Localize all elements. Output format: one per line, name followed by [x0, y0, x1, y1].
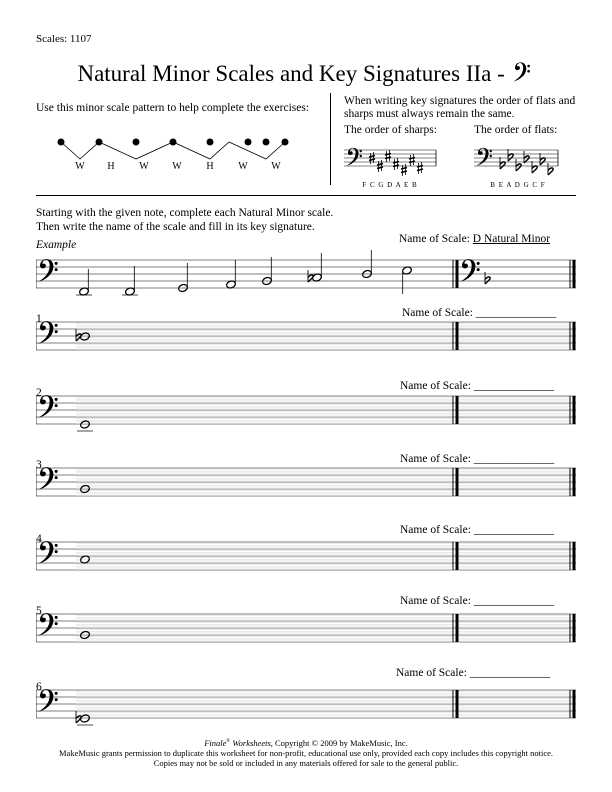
- page-title-text: Natural Minor Scales and Key Signatures IIa -: [77, 61, 505, 86]
- copyright-footer: [0, 737, 612, 768]
- bass-clef-icon: [38, 541, 58, 564]
- instruction-line-2: Then write the name of the scale and fill in its key signature.: [36, 220, 315, 233]
- step-label: W: [271, 161, 281, 172]
- step-label: W: [238, 161, 248, 172]
- pattern-dots: [58, 139, 289, 146]
- note-d: [76, 269, 92, 296]
- vertical-divider: [330, 93, 331, 185]
- exercise-staff[interactable]: [36, 312, 581, 370]
- bass-clef-icon: [38, 321, 58, 344]
- example-staff: [36, 250, 581, 305]
- bass-clef-icon: [347, 148, 362, 166]
- worksheet-id: Scales: 1107: [36, 33, 92, 45]
- example-name-value: D Natural Minor: [472, 233, 551, 245]
- key-signature-note: When writing key signatures the order of flats and sharps must always remain the same.: [344, 95, 576, 120]
- sharps-key-signature: [344, 140, 444, 190]
- flats-order-letters: B E A D G C F: [490, 181, 546, 189]
- footer-brand: Finale: [204, 737, 227, 748]
- exercise-number: 3: [36, 459, 42, 471]
- exercise-number: 6: [36, 681, 42, 693]
- example-name-label: Name of Scale:: [399, 233, 470, 245]
- pattern-dot: [170, 139, 177, 146]
- scale-name-field[interactable]: Name of Scale: ______________: [402, 307, 557, 319]
- step-label: H: [206, 161, 214, 172]
- flats-order-label: The order of flats:: [474, 124, 558, 136]
- sharps-order-letters: F C G D A E B: [362, 181, 418, 189]
- pattern-dot: [96, 139, 103, 146]
- note-c: [362, 250, 373, 279]
- note-d-high: [402, 266, 413, 294]
- minor-scale-pattern-diagram: [40, 128, 300, 174]
- exercise-instructions: [36, 207, 333, 234]
- pattern-dot: [133, 139, 140, 146]
- bass-clef-icon: [511, 60, 535, 84]
- pattern-dot: [245, 139, 252, 146]
- note-b-flat: [308, 253, 322, 282]
- example-label: Example: [36, 239, 77, 251]
- footer-line-1: [0, 737, 612, 748]
- bass-clef-icon: [38, 613, 58, 636]
- footer-line-2: MakeMusic grants permission to duplicate this worksheet for non-profit, educational use only, provided each copy includes this copyright notice.: [59, 747, 553, 758]
- footer-copyright: , Copyright © 2009 by MakeMusic, Inc.: [270, 737, 408, 748]
- section-divider: [36, 195, 576, 196]
- bass-clef-icon: [38, 689, 58, 712]
- exercise-number: 2: [36, 387, 42, 399]
- step-label: W: [139, 161, 149, 172]
- bass-clef-icon: [38, 259, 58, 282]
- instruction-line-1: Starting with the given note, complete each Natural Minor scale.: [36, 207, 334, 219]
- step-label: W: [172, 161, 182, 172]
- starting-note: [77, 420, 93, 431]
- scale-name-field[interactable]: Name of Scale: ______________: [400, 595, 555, 607]
- pattern-dot: [282, 139, 289, 146]
- step-label: H: [107, 161, 115, 172]
- exercise-staff[interactable]: [36, 458, 581, 516]
- footer-worksheets: Worksheets: [230, 737, 271, 748]
- pattern-dot: [263, 139, 270, 146]
- pattern-instruction: Use this minor scale pattern to help complete the exercises:: [36, 102, 310, 114]
- footer-reg: ®: [226, 739, 231, 744]
- scale-name-field[interactable]: Name of Scale: ______________: [400, 453, 555, 465]
- exercise-staff[interactable]: [36, 532, 581, 590]
- sharps-order-label: The order of sharps:: [344, 124, 437, 136]
- exercise-number: 5: [36, 605, 42, 617]
- exercise-staff[interactable]: [36, 604, 581, 662]
- exercise-staff[interactable]: [36, 680, 581, 738]
- exercise-staff[interactable]: [36, 386, 581, 444]
- bass-clef-icon: [477, 148, 492, 166]
- example-scale-name: [399, 233, 550, 245]
- scale-name-field[interactable]: Name of Scale: ______________: [400, 524, 555, 536]
- note-g: [226, 260, 237, 289]
- pattern-dot: [58, 139, 65, 146]
- exercise-number: 1: [36, 313, 42, 325]
- bass-clef-icon: [460, 259, 480, 282]
- bass-clef-icon: [38, 467, 58, 490]
- scale-name-field[interactable]: Name of Scale: ______________: [400, 380, 555, 392]
- footer-line-3: Copies may not be sold or included in any materials offered for sale to the general public.: [153, 757, 459, 768]
- scale-name-field[interactable]: Name of Scale: ______________: [396, 667, 551, 679]
- pattern-dot: [207, 139, 214, 146]
- example-notes: [76, 250, 412, 296]
- note-a: [262, 257, 273, 286]
- exercise-number: 4: [36, 533, 42, 545]
- flats-key-signature: [474, 140, 574, 190]
- page-title: [0, 60, 612, 87]
- step-label: W: [75, 161, 85, 172]
- bass-clef-icon: [38, 395, 58, 418]
